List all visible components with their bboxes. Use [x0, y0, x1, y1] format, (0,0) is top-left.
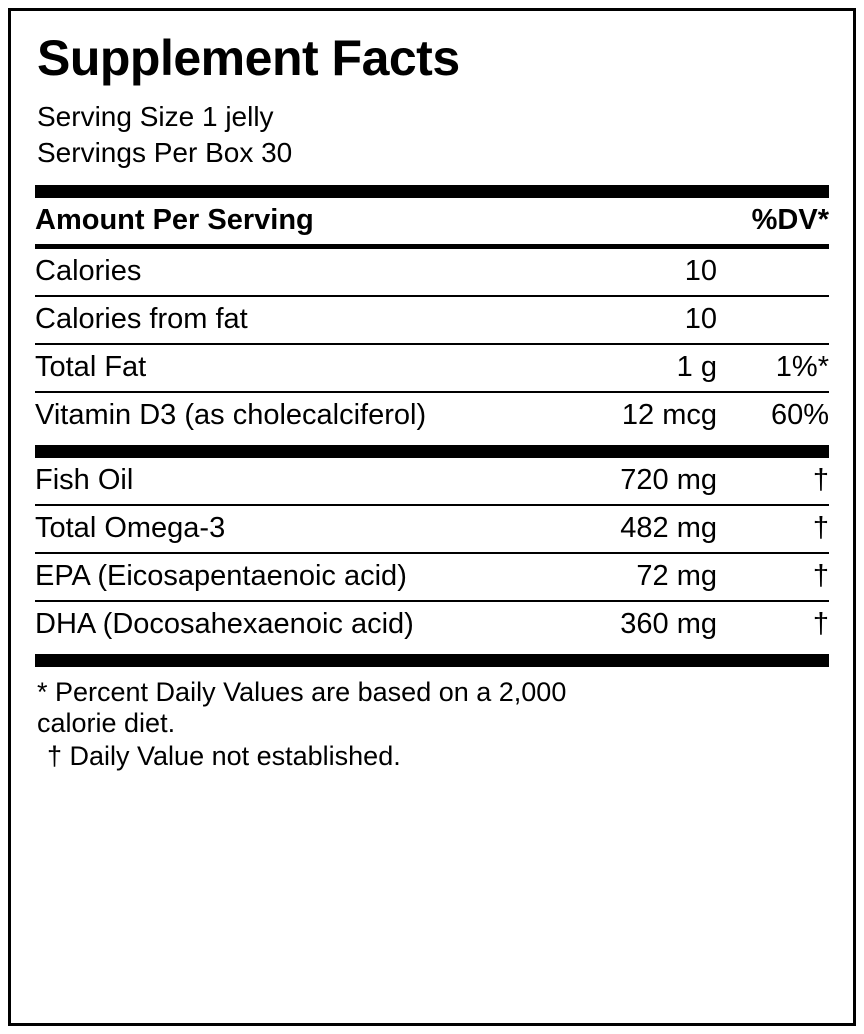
- row-amount: 482 mg: [547, 505, 717, 553]
- row-dv: 60%: [770, 398, 829, 431]
- serving-size: Serving Size 1 jelly: [37, 101, 274, 132]
- row-dv: †: [717, 505, 829, 553]
- row-amount: 10: [547, 249, 717, 296]
- row-dv: [717, 296, 829, 344]
- divider-thick-mid: [35, 445, 829, 458]
- row-name: Fish Oil: [35, 458, 547, 505]
- table-row: [35, 392, 829, 439]
- row-amount: 72 mg: [547, 553, 717, 601]
- amount-per-serving-header: Amount Per Serving: [35, 203, 314, 236]
- row-amount: 10: [547, 296, 717, 344]
- table-row: [35, 296, 829, 344]
- supplement-facts-panel: [8, 8, 856, 1026]
- row-name: Total Fat: [35, 344, 547, 392]
- nutrients-table-bottom: [35, 458, 829, 648]
- serving-info: [37, 99, 829, 171]
- amount-header-table: [35, 198, 829, 244]
- table-row: [35, 553, 829, 601]
- servings-per-box: Servings Per Box 30: [37, 136, 293, 168]
- footnote-daily-value-line1: * Percent Daily Values are based on a 2,000: [37, 676, 567, 707]
- row-dv: [717, 249, 829, 296]
- table-header-row: [35, 198, 829, 244]
- nutrients-table-top: [35, 249, 829, 439]
- row-name: Calories: [35, 249, 547, 296]
- row-dv: †: [717, 553, 829, 601]
- divider-thick-top: [35, 185, 829, 198]
- table-row: [35, 601, 829, 648]
- row-dv: †: [812, 607, 829, 640]
- row-name: Calories from fat: [35, 296, 547, 344]
- page-title: Supplement Facts: [37, 30, 460, 86]
- footnote-daily-value-line2: calorie diet.: [37, 707, 176, 738]
- table-row: [35, 458, 829, 505]
- table-row: [35, 344, 829, 392]
- table-row: [35, 505, 829, 553]
- row-name: Vitamin D3 (as cholecalciferol): [35, 398, 427, 431]
- row-dv: 1%*: [717, 344, 829, 392]
- row-name: DHA (Docosahexaenoic acid): [35, 607, 414, 640]
- footnotes: [37, 677, 829, 773]
- row-name: EPA (Eicosapentaenoic acid): [35, 553, 547, 601]
- row-amount: 720 mg: [547, 458, 717, 505]
- row-amount: 360 mg: [620, 607, 717, 640]
- row-dv: †: [717, 458, 829, 505]
- row-amount: 1 g: [547, 344, 717, 392]
- dv-header: %DV*: [751, 203, 829, 236]
- footnote-dagger: † Daily Value not established.: [47, 741, 401, 772]
- table-row: [35, 249, 829, 296]
- divider-thick-bottom: [35, 654, 829, 667]
- row-amount: 12 mcg: [621, 398, 717, 431]
- row-name: Total Omega-3: [35, 505, 547, 553]
